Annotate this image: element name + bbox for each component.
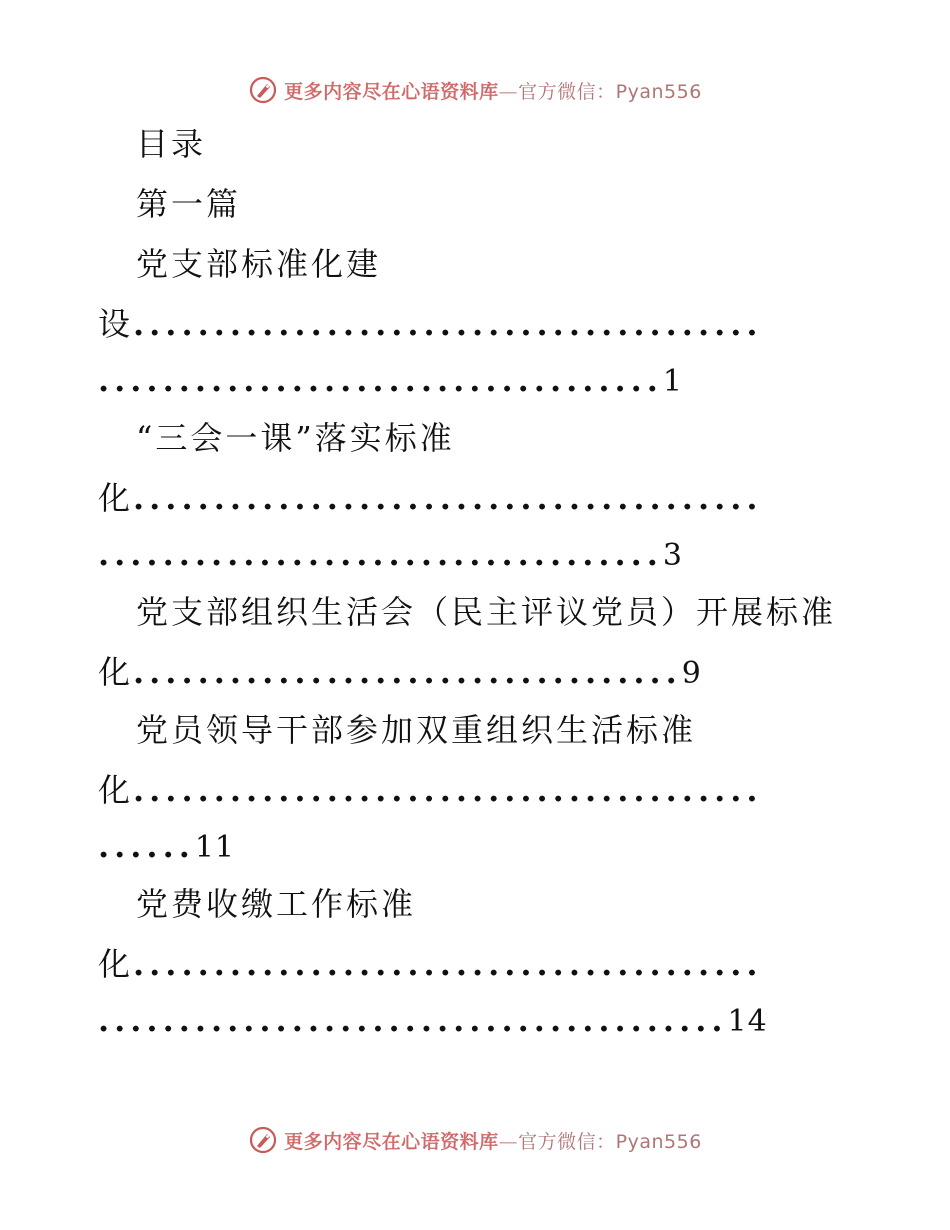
toc-entry-leader[interactable] <box>98 294 763 354</box>
header-watermark <box>0 70 950 110</box>
toc-entry-leader[interactable] <box>98 990 768 1052</box>
watermark-brand: 更多内容尽在心语资料库 <box>284 1130 499 1153</box>
toc-entry-cont: 化 <box>98 653 134 691</box>
toc-page-number: 1 <box>662 364 684 399</box>
dot-leader: ....................................... <box>133 771 763 809</box>
toc-entry-cont: 化 <box>98 771 134 809</box>
watermark-brand: 更多内容尽在心语资料库 <box>284 80 499 103</box>
toc-entry-leader[interactable] <box>98 760 763 820</box>
watermark-text <box>284 77 702 104</box>
toc-title: 目录 <box>136 125 207 163</box>
dot-leader: ................................... <box>98 535 663 573</box>
watermark-text <box>284 1127 702 1154</box>
toc-entry-title[interactable]: 党支部标准化建 <box>136 245 382 283</box>
dot-leader: .................................. <box>133 653 682 691</box>
toc-entry-leader[interactable] <box>98 642 702 704</box>
dot-leader: ....................................... <box>133 479 763 517</box>
toc-page-number: 11 <box>194 830 236 865</box>
toc-part-heading: 第一篇 <box>136 185 242 223</box>
toc-entry-title[interactable]: “三会一课”落实标准 <box>136 419 455 457</box>
dot-leader: ................................... <box>98 361 663 399</box>
pen-nib-logo-icon <box>248 75 278 105</box>
toc-page-number: 3 <box>662 538 684 573</box>
toc-entry-leader[interactable] <box>98 350 683 412</box>
toc-entry-leader[interactable] <box>98 524 683 586</box>
toc-entry-leader[interactable] <box>98 816 235 878</box>
watermark-wechat: 官方微信：Pyan556 <box>518 1130 702 1153</box>
toc-entry-cont: 设 <box>98 305 134 343</box>
dot-leader: ...... <box>98 827 195 865</box>
pen-nib-logo-icon <box>248 1125 278 1155</box>
footer-watermark <box>0 1120 950 1160</box>
toc-page-number: 14 <box>727 1004 768 1039</box>
dot-leader: ....................................... <box>133 305 763 343</box>
dot-leader: ....................................... <box>98 1001 728 1039</box>
dot-leader: ....................................... <box>133 945 763 983</box>
toc-entry-title[interactable]: 党支部组织生活会（民主评议党员）开展标准 <box>136 593 837 631</box>
toc-entry-cont: 化 <box>98 945 134 983</box>
toc-entry-title[interactable]: 党员领导干部参加双重组织生活标准 <box>136 711 697 749</box>
toc-page-number: 9 <box>681 656 702 691</box>
watermark-wechat: 官方微信：Pyan556 <box>518 80 702 103</box>
toc-entry-leader[interactable] <box>98 468 763 528</box>
toc-entry-cont: 化 <box>98 479 134 517</box>
toc-entry-leader[interactable] <box>98 934 763 994</box>
watermark-separator: — <box>498 1130 519 1153</box>
toc-entry-title[interactable]: 党费收缴工作标准 <box>136 885 417 923</box>
watermark-separator: — <box>498 80 519 103</box>
